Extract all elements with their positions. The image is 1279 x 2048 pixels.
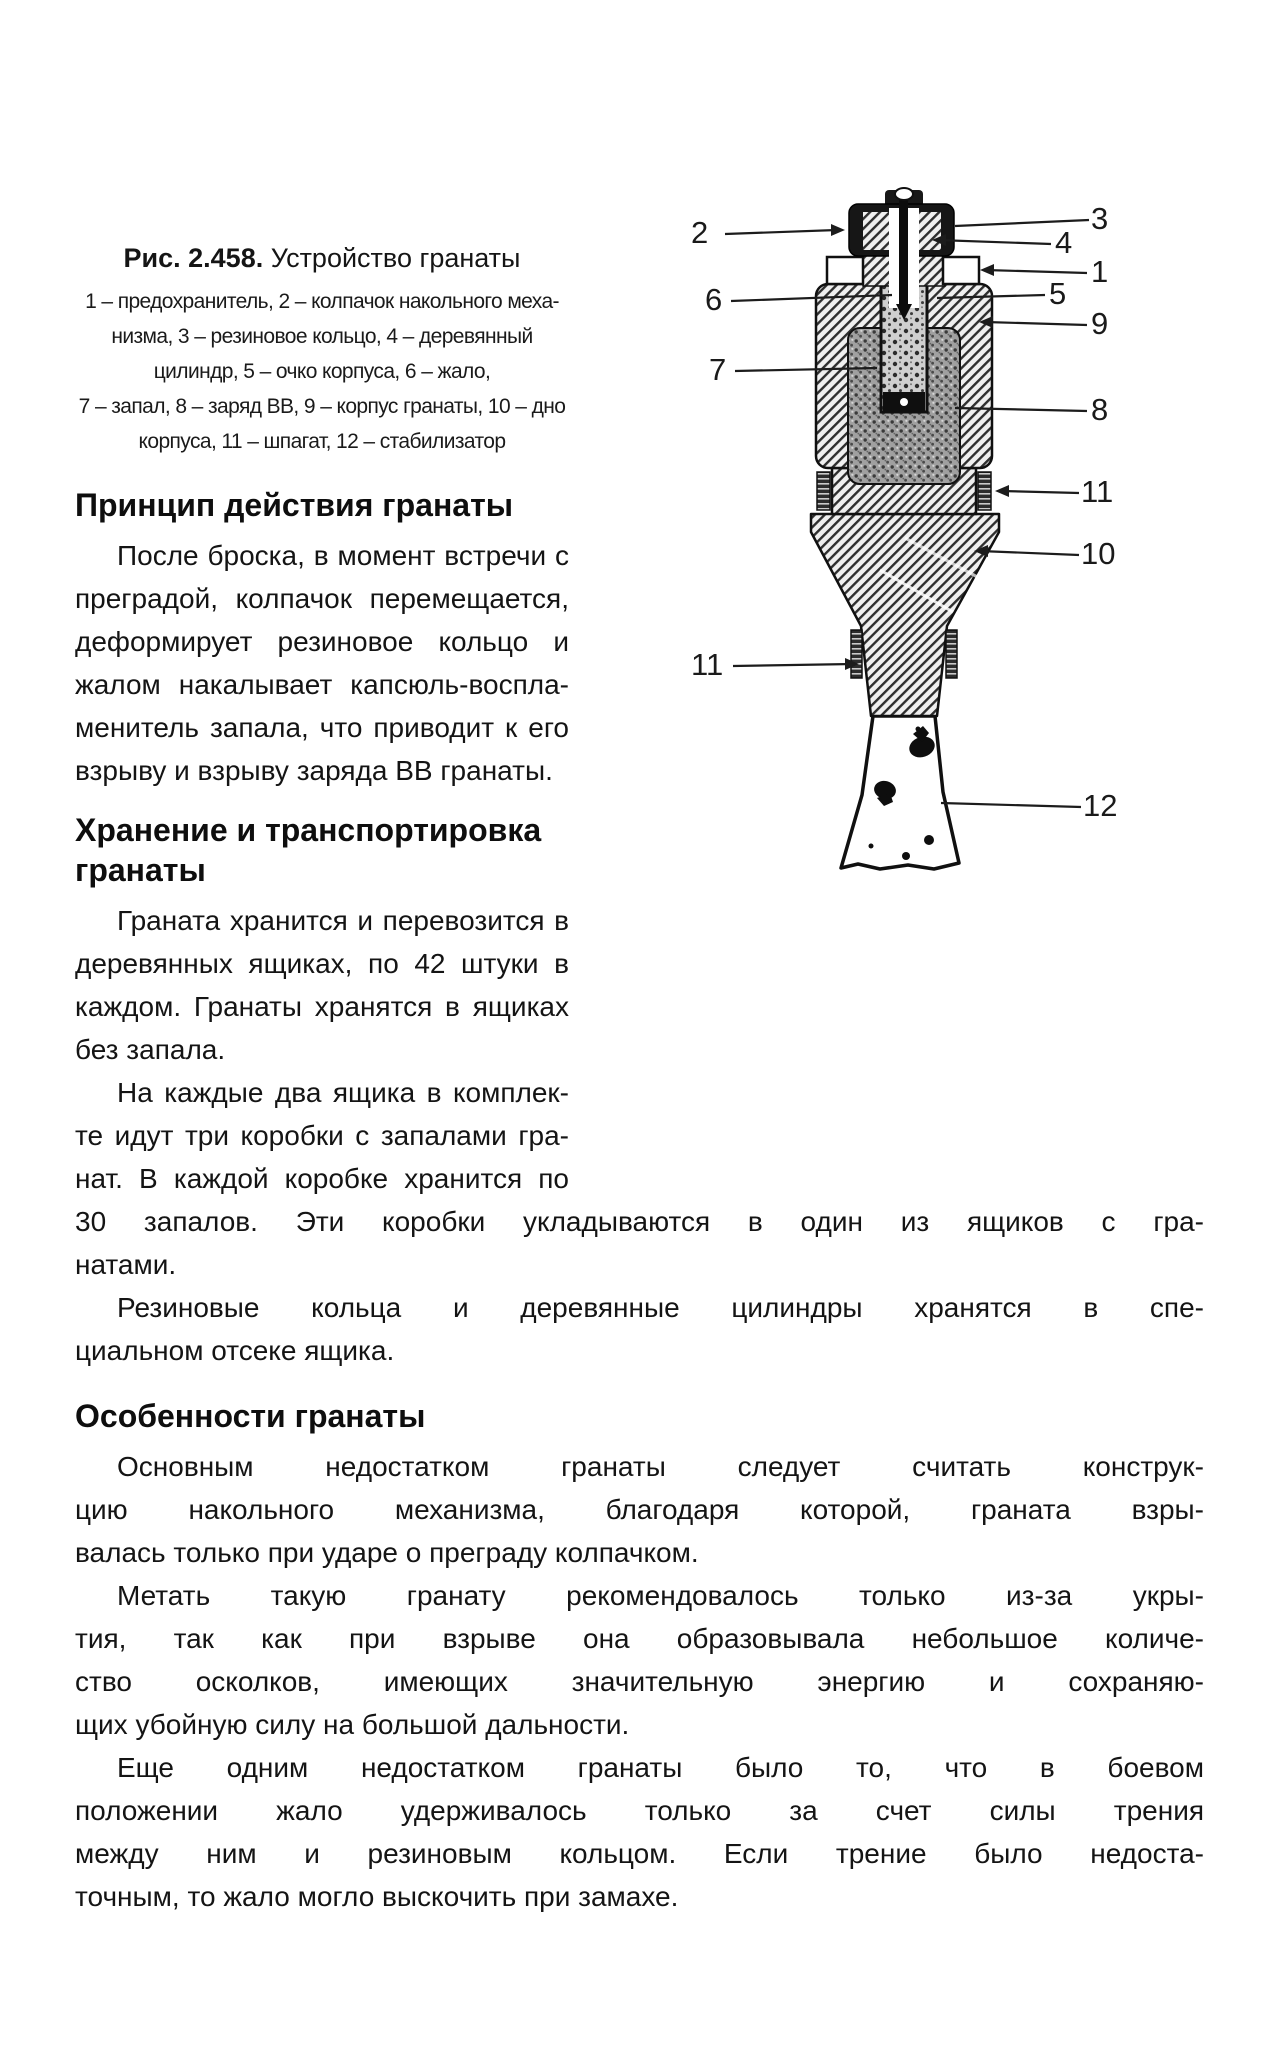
striker-pin [899, 196, 908, 306]
text-line: менитель запала, что приводит к его [75, 712, 569, 743]
text-line: гранаты [75, 852, 206, 888]
text-line: 1 – предохранитель, 2 – колпачок накольного меха- [85, 290, 559, 313]
text-line: взрыву и взрыву заряда ВВ гранаты. [75, 755, 553, 786]
text-line: нат. В каждой коробке хранится по [75, 1163, 569, 1194]
callout-11-left: 11 [691, 647, 724, 682]
twine-wrap-neck-right [946, 630, 957, 678]
text-line: После броска, в момент встречи с [117, 540, 569, 571]
text-line: натами. [75, 1249, 177, 1280]
text-line: ство осколков, имеющих значительную энергию и сохраняю- [75, 1666, 1204, 1697]
paragraph [75, 1574, 1204, 1746]
text-line: положении жало удерживалось только за счет силы трения [75, 1795, 1204, 1826]
grenade-bottom-cone [811, 514, 999, 716]
callout-10: 10 [1081, 536, 1116, 571]
section-features [75, 1396, 1204, 1918]
text-line: Резиновые кольца и деревянные цилиндры хранятся в спе- [117, 1292, 1204, 1323]
figure-number: Рис. 2.458. [123, 243, 264, 273]
text-line: 30 запалов. Эти коробки укладываются в один из ящиков с гра- [75, 1206, 1204, 1237]
text-line: Еще одним недостатком гранаты было то, что в боевом [117, 1752, 1204, 1783]
text-line: Метать такую гранату рекомендовалось только из-за укры- [117, 1580, 1204, 1611]
text-line: между ним и резиновым кольцом. Если трение было недоста- [75, 1838, 1204, 1869]
text-line: те идут три коробки с запалами гра- [75, 1120, 569, 1151]
callout-9: 9 [1091, 306, 1109, 341]
text-line: На каждые два ящика в комплек- [117, 1077, 569, 1108]
callout-2: 2 [691, 215, 709, 250]
text-line: тия, так как при взрыве она образовывала небольшое количе- [75, 1623, 1204, 1654]
text-line: каждом. Гранаты хранятся в ящиках [75, 991, 569, 1022]
text-line: жалом накалывает капсюль-воспла- [75, 669, 569, 700]
callout-12: 12 [1083, 788, 1118, 823]
paragraph [75, 1286, 1204, 1372]
callout-1: 1 [1091, 254, 1109, 289]
callout-5: 5 [1049, 276, 1067, 311]
text-line: цилиндр, 5 – очко корпуса, 6 – жало, [153, 360, 491, 383]
text-line: Основным недостатком гранаты следует считать конструк- [117, 1451, 1204, 1482]
text-line: точным, то жало могло выскочить при замахе. [75, 1881, 679, 1912]
callout-8: 8 [1091, 392, 1109, 427]
text-line: Особенности гранаты [75, 1398, 426, 1434]
text-line: цию накольного механизма, благодаря которой, граната взры- [75, 1494, 1204, 1525]
text-line: циальном отсеке ящика. [75, 1335, 395, 1366]
text-line: Принцип действия гранаты [75, 487, 514, 523]
section-heading [75, 1396, 1204, 1436]
pin-head [895, 188, 913, 200]
callout-3: 3 [1091, 201, 1109, 236]
text-line: без запала. [75, 1034, 226, 1065]
text-line: 7 – запал, 8 – заряд ВВ, 9 – корпус гранаты, 10 – дно [78, 395, 566, 418]
twine-wrap-right [978, 472, 991, 510]
paragraph [75, 1445, 1204, 1574]
text-line: низма, 3 – резиновое кольцо, 4 – деревянный [111, 325, 533, 348]
callout-6: 6 [705, 282, 723, 317]
text-line: корпуса, 11 – шпагат, 12 – стабилизатор [138, 430, 506, 453]
case-eye-left [827, 257, 863, 284]
paragraph [75, 1746, 1204, 1918]
twine-wrap-left-upper [817, 472, 830, 510]
grenade-cross-section [575, 140, 1204, 888]
figure-title: Устройство гранаты [263, 243, 521, 273]
callout-11-right: 11 [1081, 474, 1114, 509]
text-line: валась только при ударе о преграду колпачком. [75, 1537, 699, 1568]
text-line: щих убойную силу на большой дальности. [75, 1709, 630, 1740]
text-line: Граната хранится и перевозится в [117, 905, 569, 936]
callout-4: 4 [1055, 225, 1073, 260]
callout-7: 7 [709, 352, 727, 387]
stabilizer-cone [841, 716, 959, 869]
text-line: преградой, колпачок перемещается, [75, 583, 569, 614]
text-line: деформирует резиновое кольцо и [75, 626, 569, 657]
twine-wrap-left [851, 630, 862, 678]
case-eye-right [943, 257, 979, 284]
figure-grenade-diagram [575, 140, 1204, 1185]
text-line: Хранение и транспортировка [75, 812, 542, 848]
text-line: деревянных ящиках, по 42 штуки в [75, 948, 569, 979]
